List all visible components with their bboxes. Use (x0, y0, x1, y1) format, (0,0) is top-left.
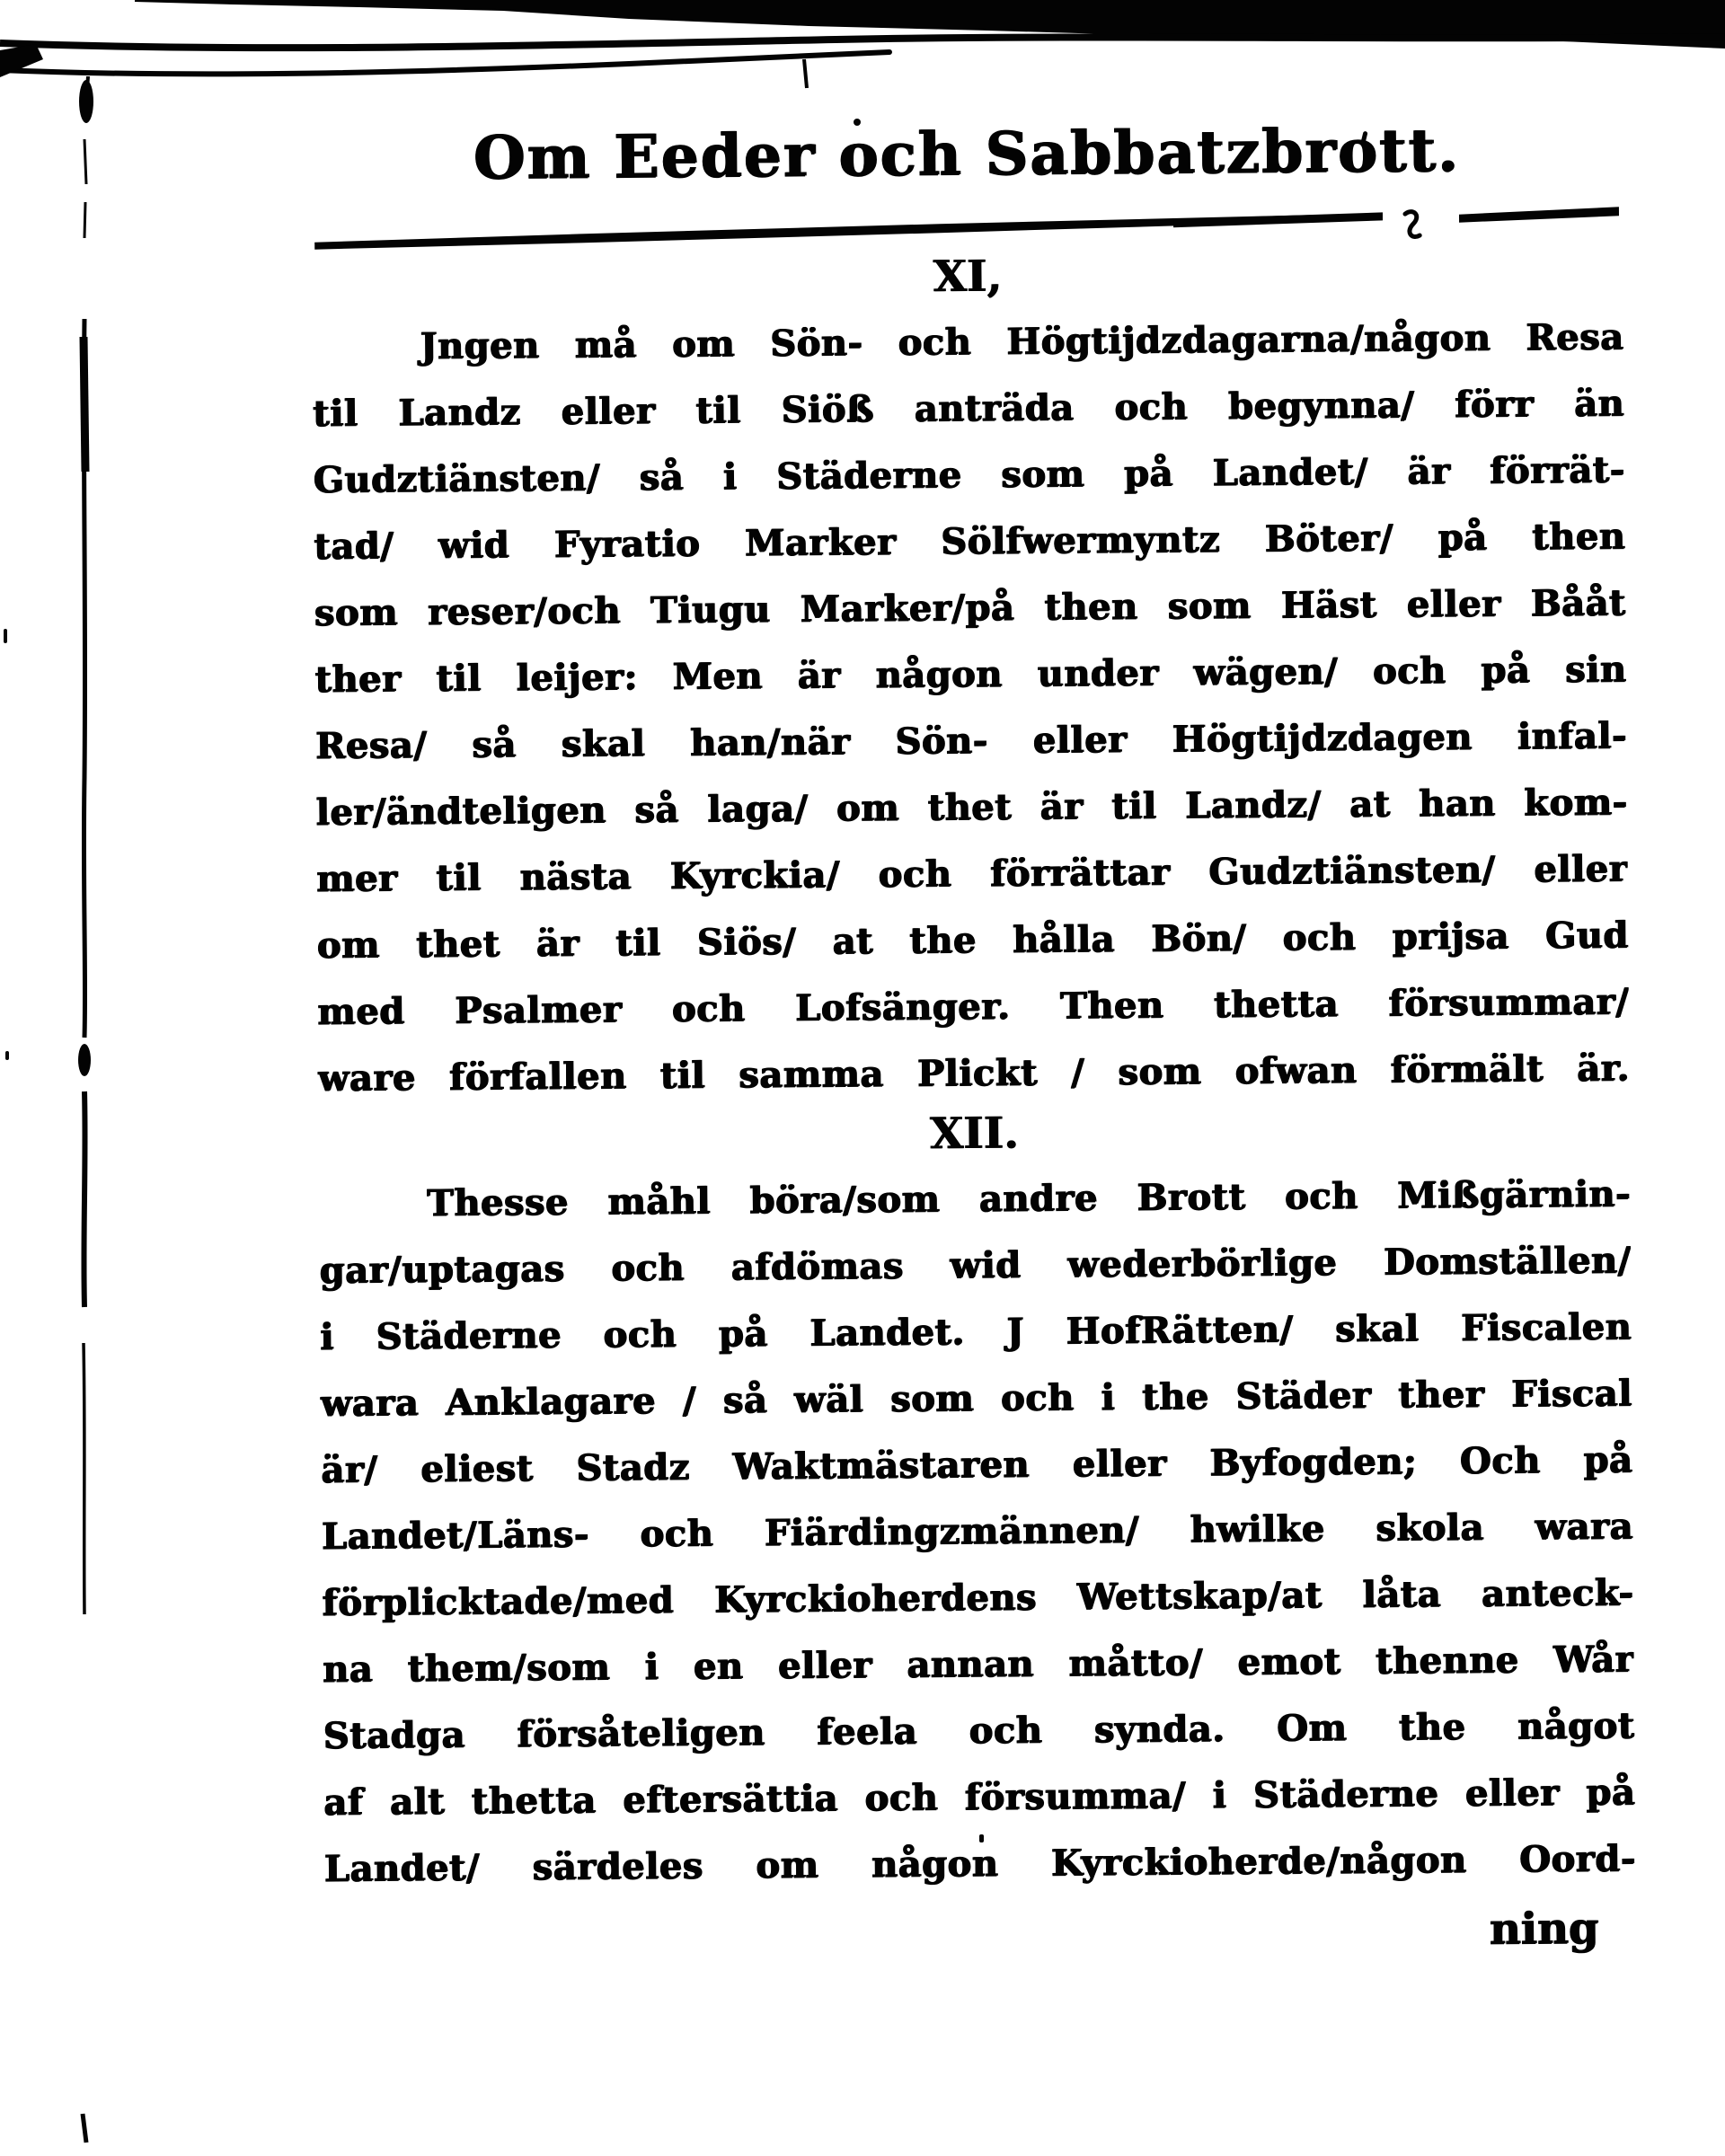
text-line: med Psalmer och Lofsänger. Then thetta försummar/ (316, 980, 1630, 1033)
text-line: ther til leijer: Men är någon under wägen/ och på sin (314, 648, 1627, 701)
running-title: Om Eeder och Sabbatzbrott. (473, 114, 1460, 193)
text-line: tad/ wid Fyratio Marker Sölfwermyntz Böter/ på then (313, 515, 1625, 568)
text-line: i Städerne och på Landet. J HofRätten/ skal Fiscalen (319, 1305, 1632, 1358)
text-line: ware förfallen til samma Plickt / som ofwan förmält är. (317, 1047, 1630, 1100)
text-line: Resa/ så skal han/när Sön- eller Högtijdzdagen infal- (314, 714, 1627, 767)
text-line: wara Anklagare / så wäl som och i the Städer ther Fiscal (320, 1372, 1632, 1425)
section-number: XII. (929, 1108, 1019, 1160)
text-line: förplicktade/med Kyrckioherdens Wettskap/at låta anteck- (321, 1571, 1634, 1624)
text-line: af alt thetta eftersättia och försumma/ i Städerne eller på (323, 1771, 1635, 1824)
text-line: Landet/Läns- och Fiärdingzmännen/ hwilke skola wara (321, 1505, 1633, 1558)
text-line: Thesse måhl böra/som andre Brott och Mißgärnin- (426, 1172, 1631, 1224)
text-line: är/ eliest Stadz Waktmästaren eller Byfogden; Och på (320, 1438, 1633, 1491)
top-edge-scan-artifact (0, 0, 1725, 103)
catchword: ning (1489, 1903, 1599, 1955)
text-line: gar/uptagas och afdömas wid wederbörlige Domställen/ (318, 1239, 1632, 1292)
header-rule-swell (1173, 212, 1383, 227)
left-edge-scan-artifact (63, 76, 117, 2156)
text-line: ler/ändteligen så laga/ om thet är til Landz/ at han kom- (314, 781, 1628, 834)
section-number: XI, (933, 251, 1002, 303)
page-text-column (310, 99, 1636, 1974)
text-line: na them/som i en eller annan måtto/ emot thenne Wår (322, 1638, 1634, 1691)
text-line: mer til nästa Kyrckia/ och förrättar Gudztiänsten/ eller (315, 847, 1628, 900)
text-line: om thet är til Siös/ at the hålla Bön/ och prijsa Gud (316, 914, 1629, 967)
text-line: Landet/ särdeles om någon Kyrckioherde/någon Oord- (323, 1837, 1636, 1890)
text-line: Jngen må om Sön- och Högtijdzdagarna/någon Resa (419, 315, 1624, 367)
scan-speckle (5, 1051, 9, 1060)
rule-flourish-icon (1405, 212, 1420, 237)
text-line: til Landz eller til Siöß anträda och begynna/ förr än (312, 382, 1624, 435)
scan-speckle (4, 629, 7, 643)
text-line: Stadga försåteligen feela och synda. Om the något (323, 1704, 1635, 1757)
text-line: Gudztiänsten/ så i Städerne som på Landet/ är förrät- (313, 448, 1625, 501)
header-rule-right-segment (1459, 207, 1619, 222)
text-line: som reser/och Tiugu Marker/på then som Häst eller Bååt (314, 581, 1626, 634)
